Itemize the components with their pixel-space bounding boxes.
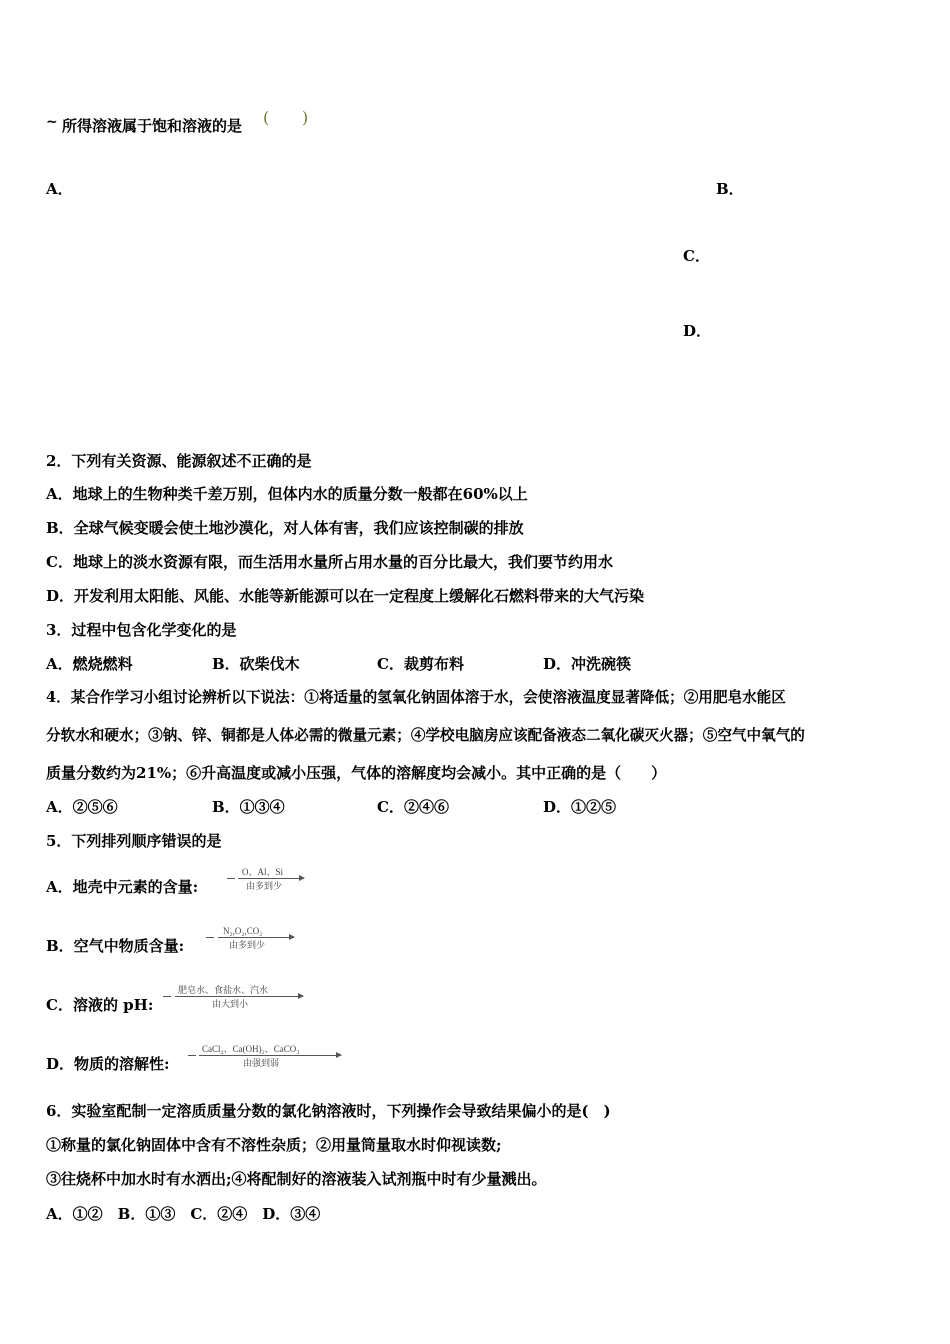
q3-option-b: B．砍柴伐木	[212, 655, 300, 673]
q6-stem: 6．实验室配制一定溶质质量分数的氯化钠溶液时，下列操作会导致结果偏小的是( )	[46, 1102, 611, 1120]
q5-b-bottom: 由多到少	[229, 940, 266, 950]
q5-c-arrow	[175, 996, 303, 997]
q2-stem: 2．下列有关资源、能源叙述不正确的是	[46, 452, 312, 470]
q5-a-arrow	[238, 878, 304, 879]
q3-option-d: D．冲洗碗筷	[543, 655, 632, 673]
q6-line-2: ③往烧杯中加水时有水洒出;④将配制好的溶液装入试剂瓶中时有少量溅出。	[46, 1170, 547, 1188]
q1-mark: ~	[46, 114, 58, 130]
q3-option-c: C．裁剪布料	[377, 655, 464, 673]
q5-option-b: B．空气中物质含量:	[46, 937, 185, 955]
q4-line-1: 4．某合作学习小组讨论辨析以下说法：①将适量的氢氧化钠固体溶于水，会使溶液温度显著降低；②用肥皂水能区	[46, 689, 786, 706]
q5-option-d: D．物质的溶解性:	[46, 1055, 170, 1073]
q2-option-c: C．地球上的淡水资源有限，而生活用水量所占用水量的百分比最大，我们要节约用水	[46, 553, 613, 571]
q5-d-bottom: 由强到弱	[243, 1058, 280, 1068]
q5-d-arrow	[199, 1055, 341, 1056]
q4-option-b: B．①③④	[212, 798, 285, 816]
q5-option-c: C．溶液的 pH:	[46, 996, 154, 1014]
q5-d-top: CaCl₂、Ca(OH)₂、CaCO₃	[202, 1044, 300, 1054]
q1-option-b: B．	[716, 180, 744, 198]
q2-option-a: A．地球上的生物种类千差万别，但体内水的质量分数一般都在60%以上	[46, 485, 528, 503]
q6-line-1: ①称量的氯化钠固体中含有不溶性杂质；②用量筒量取水时仰视读数;	[46, 1136, 502, 1154]
q4-line-2: 分软水和硬水；③钠、锌、铜都是人体必需的微量元素；④学校电脑房应该配备液态二氧化碳灭火器；⑤空气中氧气的	[46, 727, 805, 744]
q5-b-top: N₂,O₂,CO₂	[223, 926, 263, 936]
q1-option-a: A．	[46, 180, 73, 198]
q5-a-dash	[227, 878, 235, 879]
q1-option-d: D．	[683, 322, 712, 340]
q1-stem: 所得溶液属于饱和溶液的是	[62, 117, 243, 135]
q5-c-dash	[163, 996, 171, 997]
q4-line-3: 质量分数约为21%；⑥升高温度或减小压强，气体的溶解度均会减小。其中正确的是（ ）	[46, 764, 667, 782]
q1-paren-close: )	[302, 108, 309, 127]
q1-option-c: C．	[683, 247, 710, 265]
q5-a-top: O、Al、Si	[242, 867, 284, 877]
q2-option-b: B．全球气候变暖会使土地沙漠化，对人体有害，我们应该控制碳的排放	[46, 519, 524, 537]
q3-stem: 3．过程中包含化学变化的是	[46, 621, 237, 639]
q4-option-d: D．①②⑤	[543, 798, 617, 816]
q6-options: A．①② B．①③ C．②④ D．③④	[46, 1205, 321, 1223]
q5-c-bottom: 由大到小	[212, 999, 249, 1009]
q5-d-dash	[188, 1055, 196, 1056]
q5-a-bottom: 由多到少	[246, 881, 283, 891]
q5-option-a: A．地壳中元素的含量:	[46, 878, 199, 896]
q2-option-d: D．开发利用太阳能、风能、水能等新能源可以在一定程度上缓解化石燃料带来的大气污染	[46, 587, 645, 605]
q5-stem: 5．下列排列顺序错误的是	[46, 832, 222, 850]
q5-b-dash	[206, 937, 214, 938]
q5-c-top: 肥皂水、食盐水、汽水	[178, 985, 269, 995]
q4-option-c: C．②④⑥	[377, 798, 449, 816]
q3-option-a: A．燃烧燃料	[46, 655, 133, 673]
q5-b-arrow	[218, 937, 294, 938]
q1-paren-open: (	[263, 108, 270, 127]
q4-option-a: A．②⑤⑥	[46, 798, 118, 816]
